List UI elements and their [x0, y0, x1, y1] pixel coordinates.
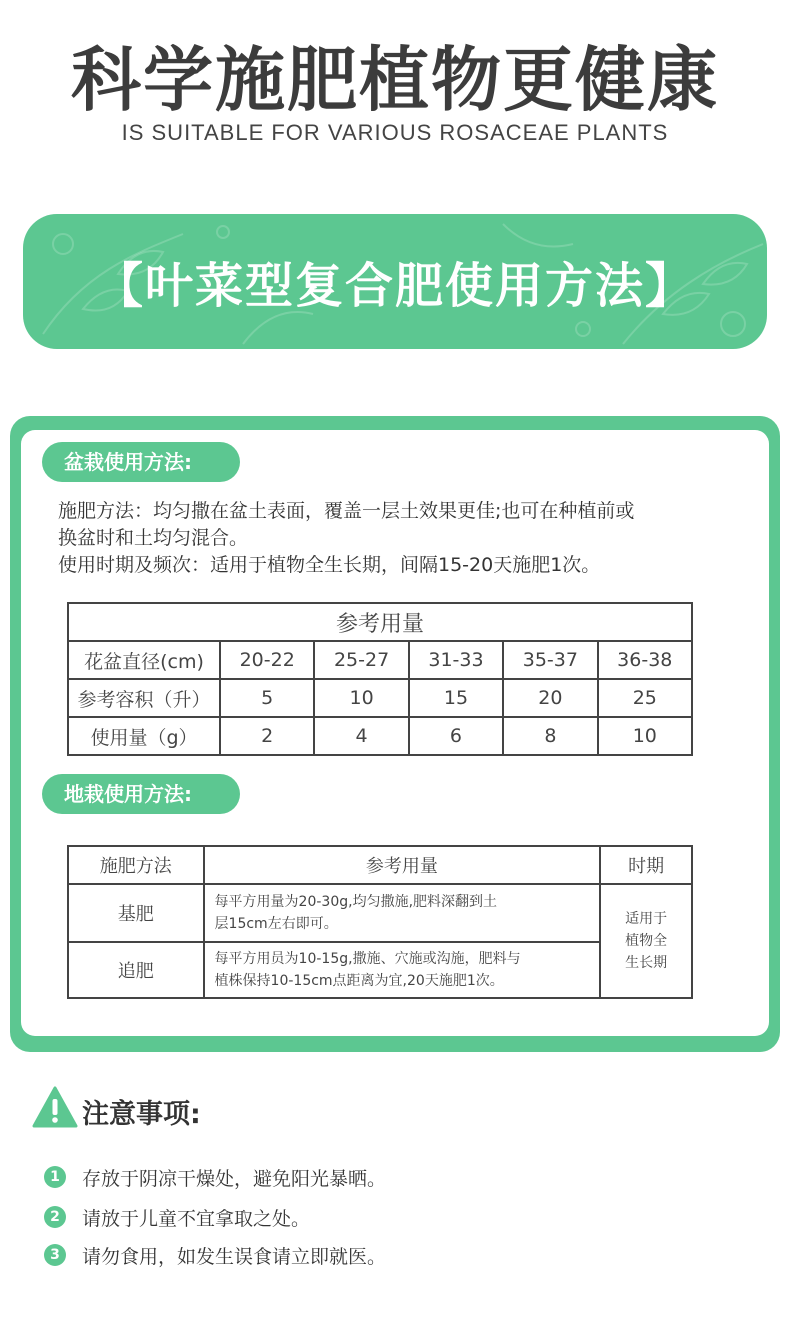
table-cell: 15: [409, 679, 503, 717]
table-cell: 20-22: [220, 641, 314, 679]
table-cell: 10: [598, 717, 692, 755]
table-cell: 31-33: [409, 641, 503, 679]
table-cell: 20: [503, 679, 597, 717]
page-subtitle: IS SUITABLE FOR VARIOUS ROSACEAE PLANTS: [121, 120, 669, 145]
list-item: [44, 1240, 386, 1270]
pot-table-title: 参考用量: [68, 603, 692, 641]
table-cell: 5: [220, 679, 314, 717]
table-cell: 35-37: [503, 641, 597, 679]
table-cell: 8: [503, 717, 597, 755]
row-label: 使用量（g）: [68, 717, 220, 755]
page-title: 科学施肥植物更健康: [71, 39, 719, 121]
amount-line: 层15cm左右即可。: [214, 916, 338, 932]
period-line: 生长期: [625, 955, 668, 971]
table-header: 时期: [600, 846, 692, 884]
pot-timing-text: 使用时期及频次：适用于植物全生长期，间隔15-20天施肥1次。: [58, 554, 601, 576]
list-number: 2: [44, 1206, 66, 1228]
table-row: [68, 679, 692, 717]
notice-title: 注意事项:: [82, 1099, 201, 1130]
table-cell: 2: [220, 717, 314, 755]
period-line: 植物全: [625, 933, 668, 949]
pot-method-text: 施肥方法：均匀撒在盆土表面，覆盖一层土效果更佳;也可在种植前或: [58, 500, 635, 522]
amount-line: 植株保持10-15cm点距离为宜,20天施肥1次。: [214, 973, 504, 989]
row-label: 花盆直径(cm): [68, 641, 220, 679]
list-text: 请勿食用，如发生误食请立即就医。: [82, 1245, 387, 1268]
table-cell: 25: [598, 679, 692, 717]
amount-line: 每平方用量为20-30g,均匀撒施,肥料深翻到土: [214, 894, 498, 910]
row-label: 参考容积（升）: [68, 679, 220, 717]
period-line: 适用于: [625, 911, 668, 927]
pot-usage-label: 盆栽使用方法:: [42, 442, 240, 482]
pot-dosage-table: [67, 602, 693, 756]
list-item: [44, 1202, 310, 1232]
table-cell: [204, 884, 601, 942]
usage-banner: [23, 214, 767, 349]
table-row: [68, 641, 692, 679]
list-number: 3: [44, 1244, 66, 1266]
row-label: 基肥: [68, 884, 204, 942]
list-item: [44, 1162, 386, 1192]
table-cell: 6: [409, 717, 503, 755]
table-cell: 25-27: [314, 641, 408, 679]
table-cell: [204, 942, 601, 998]
table-row: [68, 717, 692, 755]
table-row: [68, 884, 692, 942]
period-cell: [600, 884, 692, 998]
table-cell: 4: [314, 717, 408, 755]
ground-dosage-table: [67, 845, 693, 999]
banner-title: 【叶菜型复合肥使用方法】: [94, 258, 695, 314]
table-row: [68, 942, 692, 998]
amount-line: 每平方用员为10-15g,撒施、穴施或沟施，肥料与: [214, 951, 521, 967]
table-header: 施肥方法: [68, 846, 204, 884]
warning-triangle-icon: [32, 1086, 78, 1128]
pot-method-text-cont: 换盆时和土均匀混合。: [58, 527, 249, 549]
list-text: 请放于儿童不宜拿取之处。: [82, 1207, 311, 1230]
table-cell: 36-38: [598, 641, 692, 679]
ground-usage-label: 地栽使用方法:: [42, 774, 240, 814]
table-header: 参考用量: [204, 846, 601, 884]
row-label: 追肥: [68, 942, 204, 998]
list-number: 1: [44, 1166, 66, 1188]
list-text: 存放于阴凉干燥处，避免阳光暴晒。: [82, 1167, 387, 1190]
table-cell: 10: [314, 679, 408, 717]
